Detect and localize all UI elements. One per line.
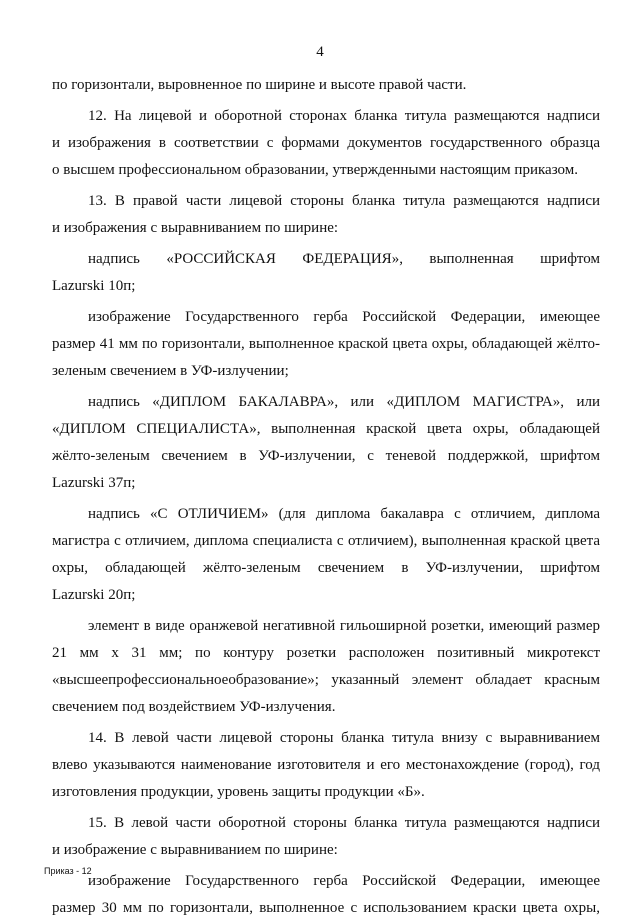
list-item-line: «высшеепрофессиональноеобразование»; указанный элемент обладает красным [52,672,600,688]
paragraph-12-line: и изображения в соответствии с формами документов государственного образца [52,135,600,151]
list-item-line: Lazurski 20п; [52,587,136,603]
list-item-line: надпись «ДИПЛОМ БАКАЛАВРА», или «ДИПЛОМ МАГИСТРА», или [88,394,600,410]
paragraph-13-line: 13. В правой части лицевой стороны бланка титула размещаются надписи [88,193,600,209]
text-line: по горизонтали, выровненное по ширине и высоте правой части. [52,77,467,93]
paragraph-14-line: 14. В левой части лицевой стороны бланка титула внизу с выравниванием [88,730,600,746]
list-item-line: изображение Государственного герба Российской Федерации, имеющее [88,873,600,889]
list-item-line: элемент в виде оранжевой негативной гильоширной розетки, имеющий размер [88,618,600,634]
paragraph-14-line: влево указываются наименование изготовителя и его местонахождение (город), год [52,757,600,773]
list-item-line: жёлто-зеленым свечением в УФ-излучении, с теневой поддержкой, шрифтом [52,448,600,464]
document-body [52,72,600,922]
list-item-line: изображение Государственного герба Российской Федерации, имеющее [88,309,600,325]
page-number: 4 [316,44,324,60]
paragraph-12-line: 12. На лицевой и оборотной сторонах бланка титула размещаются надписи [88,108,600,124]
list-item-line: Lazurski 10п; [52,278,136,294]
paragraph-14-line: изготовления продукции, уровень защиты продукции «Б». [52,784,425,800]
list-item-line: размер 41 мм по горизонтали, выполненное краской цвета охры, обладающей жёлто- [52,336,600,352]
list-item-line: зеленым свечением в УФ-излучении; [52,363,289,379]
paragraph-12-line: о высшем профессиональном образовании, утвержденными настоящим приказом. [52,162,578,178]
list-item-line: «ДИПЛОМ СПЕЦИАЛИСТА», выполненная краской цвета охры, обладающей [52,421,600,437]
footer-label: Приказ - 12 [44,866,92,876]
list-item-line: надпись «РОССИЙСКАЯ ФЕДЕРАЦИЯ», выполненная шрифтом [88,251,600,267]
paragraph-13-line: и изображения с выравниванием по ширине: [52,220,339,236]
list-item-line: надпись «С ОТЛИЧИЕМ» (для диплома бакалавра с отличием, диплома [88,506,600,522]
paragraph-15-line: и изображение с выравниванием по ширине: [52,842,338,858]
list-item-line: 21 мм х 31 мм; по контуру розетки расположен позитивный микротекст [52,645,600,661]
list-item-line: свечением под воздействием УФ-излучения. [52,699,336,715]
list-item-line: магистра с отличием, диплома специалиста с отличием), выполненная краской цвета [52,533,600,549]
list-item-line: Lazurski 37п; [52,475,136,491]
list-item-line: охры, обладающей жёлто-зеленым свечением в УФ-излучении, шрифтом [52,560,600,576]
paragraph-15-line: 15. В левой части оборотной стороны бланка титула размещаются надписи [88,815,600,831]
list-item-line: размер 30 мм по горизонтали, выполненное с использованием краски цвета охры, [52,900,600,916]
